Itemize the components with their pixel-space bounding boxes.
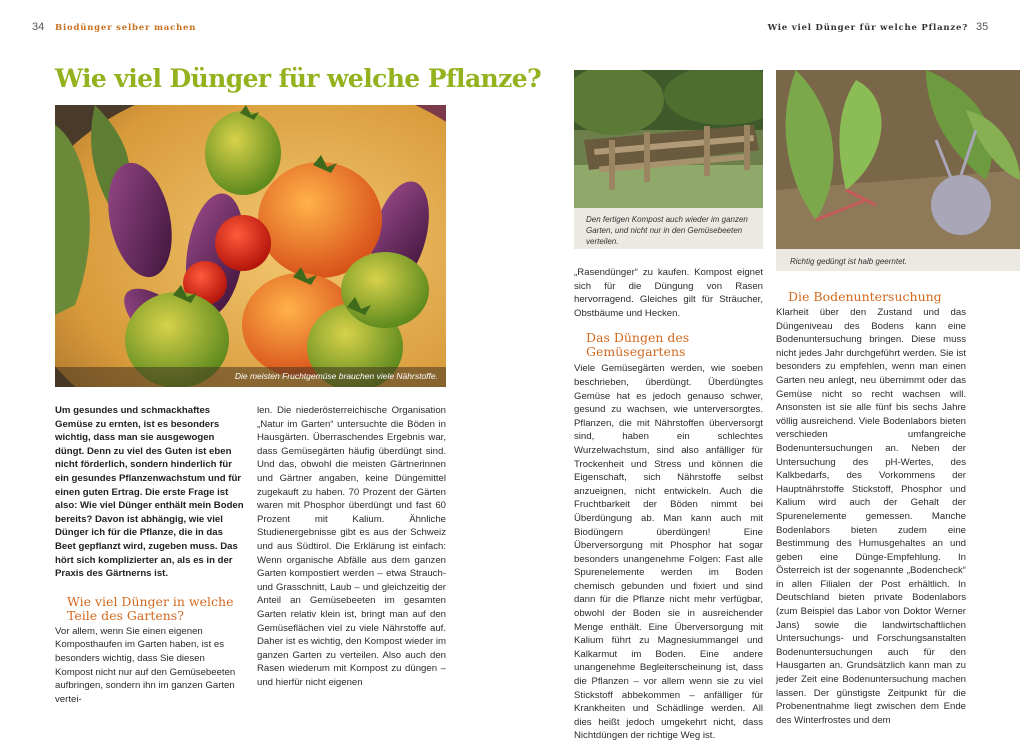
compost-caption-box [574, 208, 763, 249]
page-number-right: 35 [976, 21, 989, 33]
vegetables-caption: Die meisten Fruchtgemüse brauchen viele Nährstoffe. [55, 367, 446, 387]
column-4 [776, 290, 966, 727]
col3-top-paragraph: „Rasendünger“ zu kaufen. Kompost eignet sich für die Düngung von Rasen hervorragend. Gleiches gilt für Sträucher, Obstbäume und Hecken. [574, 267, 763, 319]
heading-garden-parts: Wie viel Dünger in welche Teile des Gartens? [67, 593, 234, 623]
heading-soil-test: Die Bodenuntersuchung [788, 289, 942, 304]
heading-vegetable-garden: Das Düngen des Gemüsegartens [586, 330, 690, 360]
running-title-left: Biodünger selber machen [55, 23, 197, 33]
running-title-right: Wie viel Dünger für welche Pflanze? [767, 23, 968, 33]
page-number-left: 34 [32, 21, 45, 33]
col2-paragraph: len. Die niederösterreichische Organisation „Natur im Garten“ untersuchte die Böden in Hausgärten. Überraschendes Ergebnis war, dass Gemüsegärten häufig überdüngt sind. Und das, obwohl die meisten Gärtnerinnen und Gärtner angaben, keine Düngemittel zugekauft zu haben. 70 Prozent der Gärten waren mit Phosphor überdüngt und fast 60 Prozent mit Kalium. Ähnliche Studienergebnisse gibt es aus der Schweiz und aus Südtirol. Die Erklärung ist einfach: Wenn organische Abfälle aus dem ganzen Garten kompostiert werden – etwa Strauch- und Grasschnitt, Laub – und gleichzeitig der Anteil an Gemüsebeeten im gesamten Garten relativ klein ist, bringt man auf den Gemüseflächen viel zu viele Nährstoffe auf. Daher ist es wichtig, den Kompost wieder im ganzen Garten zu verteilen. Also auch den Rasen wiederum mit Kompost zu düngen – und hierfür nicht eigenen [257, 405, 446, 688]
vegetables-photo [55, 105, 446, 387]
compost-photo [574, 70, 763, 208]
col3-paragraph: Viele Gemüsegärten werden, wie soeben beschrieben, überdüngt. Überdüngtes Gemüse hat es jedoch genauso schwer, gesund zu wachsen, wie unterversorgtes. Pflanzen, die mit Nährstoffen überversorgt sind, haben ein schlechtes Wurzelwachstum, sind also anfälliger für Trockenheit und Stress und können die Eigenschaft, sich Nährstoffe selbst anzueignen, nicht entwickeln. Auch die Fruchtbarkeit der Böden nimmt bei Überdüngung ab. Man kann auch mit Biodüngern überdüngen! Eine Überversorgung mit Phosphor hat sogar besonders unangenehme Folgen: Fast alle Spurenelemente werden im Boden chemisch gebunden und fixiert und sind dann für die Pflanze nicht mehr verfügbar, obwohl der Boden sie in ausreichender Menge enthält. Eine Überversorgung mit Kalium führt zu Magnesiummangel und Kalkarmut im Boden. Eine andere unangenehme Begleiterscheinung ist, dass die Pflanzen – vor allem wenn sie zu viel Stickstoff abbekommen – anfälliger für Krankheiten und Schädlinge werden. All dies heißt jedoch umgekehrt nicht, dass Nichtdüngen der richtige Weg ist. [574, 363, 763, 742]
kohlrabi-caption: Richtig gedüngt ist halb geerntet. [790, 257, 907, 266]
column-3 [574, 266, 763, 743]
compost-illustration [574, 70, 763, 208]
page-title: Wie viel Dünger für welche Pflanze? [55, 64, 542, 93]
kohlrabi-photo [776, 70, 1020, 249]
kohlrabi-caption-box [776, 249, 1020, 271]
col1-paragraph: Vor allem, wenn Sie einen eigenen Komposthaufen im Garten haben, ist es besonders wichtig, dass Sie diesen Kompost nicht nur auf den Gemüsebeeten aufbringen, sondern ihn im ganzen Garten vertei- [55, 625, 236, 705]
kohlrabi-illustration [776, 70, 1020, 249]
col4-paragraph: Klarheit über den Zustand und das Düngeniveau des Bodens kann eine Bodenuntersuchung bringen. Diese muss nicht jedes Jahr durchgeführt werden. Sie ist besonders zu empfehlen, wenn man einen Garten neu anlegt, neu übernimmt oder das Gemüse nicht so recht wachsen will. Ansonsten ist sie alle fünf bis sechs Jahre völlig ausreichend. Viele Bodenlabors bieten verschieden umfangreiche Bodenuntersuchungen an. Neben der Untersuchung des pH-Wertes, des Kalkbedarfs, des Vorkommens der Hauptnährstoffe Stickstoff, Phosphor und Kalium wird auch der Gehalt der Spurenelemente gemessen. Manche Bodenlabors bieten zudem eine Bestimmung des Humusgehaltes an und geben eine Dünge-Empfehlung. In Österreich ist der sogenannte „Bodencheck“ in allen Filialen der Post erhältlich. In Deutschland bieten private Bodenlabors (zum Beispiel das Labor von Doktor Werner Jans) sowie die landwirtschaftlichen Untersuchungs- und Forschungsanstalten Bodenuntersuchungen auch für den Hausgarten an. Grundsätzlich kann man zu jeder Zeit eine Bodenuntersuchung machen lassen. Der günstigste Zeitpunkt für die Probenentnahme liegt zwischen dem Ende des Winterfrostes und dem [776, 307, 966, 726]
compost-caption: Den fertigen Kompost auch wieder im ganzen Garten, und nicht nur in den Gemüsebeeten verteilen. [586, 215, 748, 246]
intro-paragraph: Um gesundes und schmackhaftes Gemüse zu ernten, ist es besonders wichtig, dass man sie ausgewogen düngt. Denn zu viel des Guten ist eben nicht förderlich, sondern hinderlich für ein gesundes Pflanzenwachstum und für einen guten Ertrag. Die erste Frage ist also: Wie viel Dünger enthält mein Boden bereits? Davon ist abhängig, wie viel Dünger ich für die Pflanze, die in das Beet gepflanzt wird, zugeben muss. Das hört sich komplizierter an, als es in der Praxis des Gärtnerns ist. [55, 405, 244, 580]
column-1 [55, 404, 244, 706]
vegetables-illustration [55, 105, 446, 387]
column-2 [257, 404, 446, 689]
